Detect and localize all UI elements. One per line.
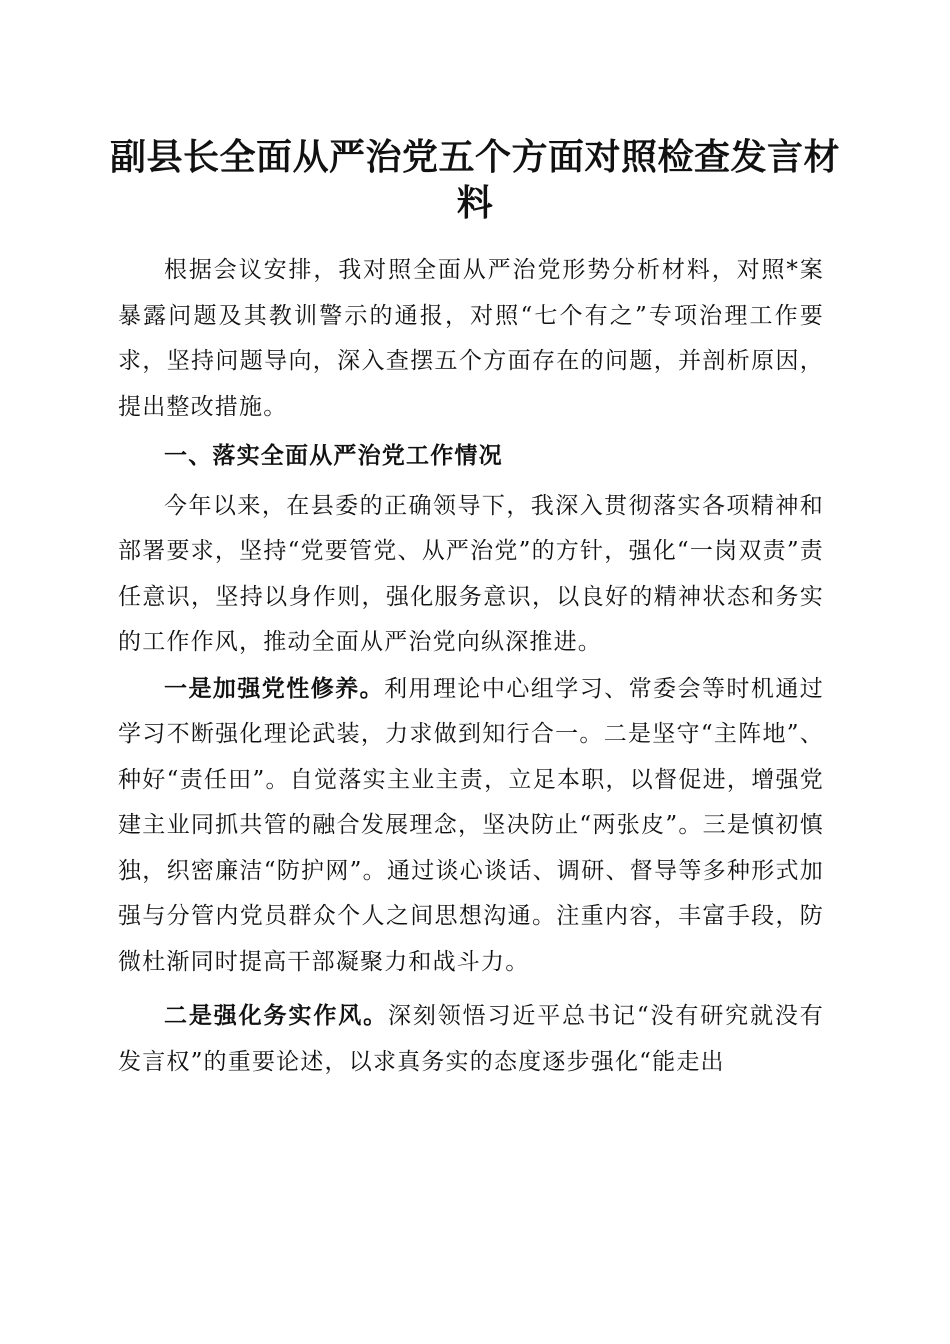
document-body: [118, 248, 824, 1085]
paragraph-lead-2: 二是强化务实作风。: [164, 1002, 388, 1029]
section-paragraph: 今年以来，在县委的正确领导下，我深入贯彻落实各项精神和部署要求，坚持“党要管党、从严治党”的方针，强化“一岗双责”责任意识，坚持以身作则，强化服务意识，以良好的精神状态和务实的工作作风，推动全面从严治党向纵深推进。: [118, 492, 824, 655]
paragraph-body-2: 深刻领悟习近平总书记“没有研究就没有发言权”的重要论述，以求真务实的态度逐步强化“能走出: [118, 1003, 824, 1075]
paragraph-lead: 一是加强党性修养。: [164, 674, 385, 702]
section-heading: 一、落实全面从严治党工作情况: [164, 443, 503, 469]
document-title: 副县长全面从严治党五个方面对照检查发言材料: [110, 136, 841, 224]
intro-paragraph: 根据会议安排，我对照全面从严治党形势分析材料，对照*案暴露问题及其教训警示的通报，对照“七个有之”专项治理工作要求，坚持问题导向，深入查摆五个方面存在的问题，并剖析原因，提出整改措施。: [118, 257, 824, 420]
paragraph-body: 利用理论中心组学习、常委会等时机通过学习不断强化理论武装，力求做到知行合一。二是坚守“主阵地”、种好“责任田”。自觉落实主业主责，立足本职，以督促进，增强党建主业同抓共管的融合发展理念，坚决防止“两张皮”。三是慎初慎独，织密廉洁“防护网”。通过谈心谈话、调研、督导等多种形式加强与分管内党员群众个人之间思想沟通。注重内容，丰富手段，防微杜渐同时提高干部凝聚力和战斗力。: [118, 675, 824, 975]
section-paragraph-3: [118, 993, 824, 1085]
section-paragraph-2: [118, 666, 824, 986]
